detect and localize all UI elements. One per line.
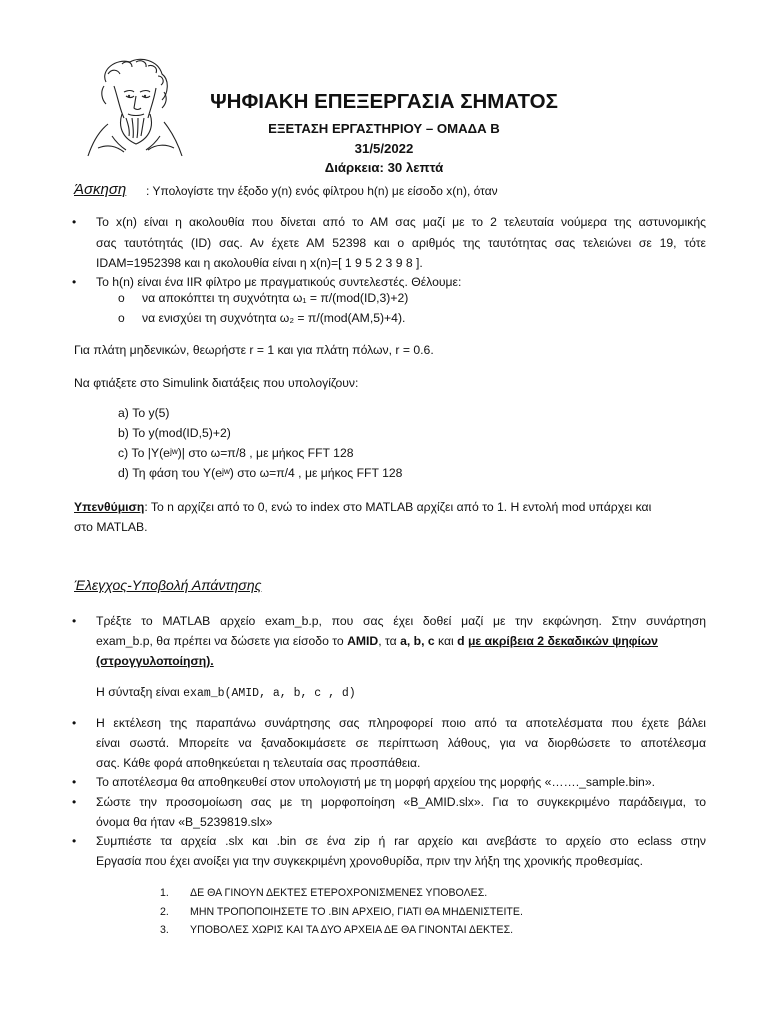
- bullet-icon: •: [72, 215, 77, 229]
- sub-bullet1-text: να αποκόπτει τη συχνότητα ω₁ = π/(mod(ID,3)+2): [142, 291, 409, 305]
- warning-text: ΥΠΟΒΟΛΕΣ ΧΩΡΙΣ ΚΑΙ ΤΑ ΔΥΟ ΑΡΧΕΙΑ ΔΕ ΘΑ ΓΙΝΟΝΤΑΙ ΔΕΚΤΕΣ.: [190, 924, 514, 936]
- bullet-icon: •: [72, 775, 77, 789]
- warning-item: [160, 921, 523, 940]
- simulink-intro: Να φτιάξετε στο Simulink διατάξεις που υπολογίζουν:: [74, 376, 359, 390]
- amid-param: AMID: [347, 634, 379, 648]
- bullet1-line1: Το x(n) είναι η ακολουθία που δίνεται από το ΑΜ σας μαζί με το 2 τελευταία νούμερα της αστυνομικής: [96, 215, 706, 229]
- bullet-icon: •: [72, 614, 77, 628]
- submission-heading: Έλεγχος-Υποβολή Απάντησης: [74, 577, 262, 593]
- abc-params: a, b, c: [400, 634, 435, 648]
- bullet1-line3: IDAM=1952398 και η ακολουθία είναι η x(n)=[ 1 9 5 2 3 9 8 ].: [96, 256, 423, 270]
- bullet-icon: •: [72, 795, 77, 809]
- warning-list: [160, 884, 523, 940]
- warning-item: [160, 903, 523, 922]
- warning-item: [160, 884, 523, 903]
- radius-note: Για πλάτη μηδενικών, θεωρήστε r = 1 και για πλάτη πόλων, r = 0.6.: [74, 343, 434, 357]
- sub-b4-line1: Σώστε την προσομοίωση σας με τη μορφοποίηση «B_AMID.slx». Για το συγκεκριμένο παράδειγμα, το: [96, 795, 706, 809]
- syntax-code: exam_b(AMID, a, b, c , d): [183, 687, 356, 700]
- sub-b4-line2: όνομα θα ήταν «B_5239819.slx»: [96, 815, 273, 829]
- syntax-line: [96, 682, 356, 704]
- warning-num: 2.: [160, 905, 169, 918]
- bullet-icon: •: [72, 716, 77, 730]
- reminder-line1: [74, 497, 706, 517]
- warning-text: ΔΕ ΘΑ ΓΙΝΟΥΝ ΔΕΚΤΕΣ ΕΤΕΡΟΧΡΟΝΙΣΜΕΝΕΣ ΥΠΟΒΟΛΕΣ.: [190, 887, 488, 899]
- bullet1-line2: σας ταυτότητάς (ID) σας. Αν έχετε ΑΜ 52398 και ο αριθμός της ταυτότητας σας τελειώνει σε 19, τότε: [96, 236, 706, 250]
- precision-note: με ακρίβεια 2 δεκαδικών ψηφίων: [467, 634, 658, 648]
- sub-b2-line1: Η εκτέλεση της παραπάνω συνάρτησης σας πληροφορεί ποιο από τα αποτελέσματα που έχετε βάλει: [96, 716, 706, 730]
- sub-bullet-icon: o: [118, 291, 125, 305]
- sub-b1-line1: Τρέξτε το MATLAB αρχείο exam_b.p, που σας έχει δοθεί μαζί με την εκφώνηση. Στην συνάρτηση: [96, 614, 706, 628]
- exercise-heading: Άσκηση: [74, 181, 127, 198]
- task-a: a) Το y(5): [118, 406, 170, 420]
- reminder-text: : Το n αρχίζει από το 0, ενώ το index στο MATLAB αρχίζει από το 1. Η εντολή mod υπάρχει και: [144, 500, 652, 514]
- sub-b1-text-a: exam_b.p, θα πρέπει να δώσετε για είσοδο το: [96, 634, 348, 648]
- document-title: ΨΗΦΙΑΚΗ ΕΠΕΞΕΡΓΑΣΙΑ ΣΗΜΑΤΟΣ: [210, 90, 558, 113]
- bullet2-text: Το h(n) είναι ένα IIR φίλτρο με πραγματικούς συντελεστές. Θέλουμε:: [96, 275, 462, 289]
- task-c: c) Το |Y(eʲʷ)| στο ω=π/8 , με μήκος FFT 128: [118, 446, 354, 460]
- sub-bullet2-text: να ενισχύει τη συχνότητα ω₂ = π/(mod(AM,5)+4).: [142, 311, 406, 325]
- syntax-label: Η σύνταξη είναι: [96, 685, 184, 699]
- sub-b2-line2: είναι σωστά. Μπορείτε να ξαναδοκιμάσετε σε περίπτωση λάθους, για να διορθώσετε το αποτέλεσμα: [96, 736, 706, 750]
- sub-b1-line3: (στρογγυλοποίηση).: [96, 654, 214, 668]
- sub-bullet-icon: o: [118, 311, 125, 325]
- sub-b1-text-b: , τα: [378, 634, 401, 648]
- bullet-icon: •: [72, 275, 77, 289]
- bullet-icon: •: [72, 834, 77, 848]
- warning-num: 3.: [160, 924, 169, 936]
- reminder-label: Υπενθύμιση: [74, 500, 145, 514]
- warning-text: ΜΗΝ ΤΡΟΠΟΠΟΙΗΣΕΤΕ ΤΟ .BIN ΑΡΧΕΙΟ, ΓΙΑΤΙ ΘΑ ΜΗΔΕΝΙΣΤΕΙΤΕ.: [190, 905, 523, 918]
- warning-num: 1.: [160, 887, 169, 899]
- exam-subtitle: ΕΞΕΤΑΣΗ ΕΡΓΑΣΤΗΡΙΟΥ – ΟΜΑΔΑ Β: [268, 121, 500, 136]
- task-d: d) Τη φάση του Y(eʲʷ) στο ω=π/4 , με μήκος FFT 128: [118, 466, 403, 480]
- exercise-intro: : Υπολογίστε την έξοδο y(n) ενός φίλτρου h(n) με είσοδο x(n), όταν: [146, 184, 498, 198]
- sub-b1-text-c: και: [434, 634, 458, 648]
- exam-duration: Διάρκεια: 30 λεπτά: [324, 160, 444, 175]
- exam-date: 31/5/2022: [354, 141, 414, 156]
- sub-b3-line: Το αποτέλεσμα θα αποθηκευθεί στον υπολογιστή με τη μορφή αρχείου της μορφής «……._sample.bin».: [96, 775, 655, 789]
- sub-b5-line2: Εργασία που έχει ανοίξει για την συγκεκριμένη χρονοθυρίδα, πριν την λήξη της χρονικής προθεσμίας.: [96, 854, 643, 868]
- task-b: b) Το y(mod(ID,5)+2): [118, 426, 231, 440]
- task-list: [118, 403, 402, 483]
- sub-b5-line1: Συμπιέστε τα αρχεία .slx και .bin σε ένα zip ή rar αρχείο και ανεβάστε το αρχείο στο eclass στην: [96, 834, 706, 848]
- reminder-line2: στο MATLAB.: [74, 520, 148, 534]
- sub-b2-line3: σας. Κάθε φορά αποθηκεύεται η τελευταία σας προσπάθεια.: [96, 756, 421, 770]
- d-param: d: [457, 634, 465, 648]
- sub-b1-line2: [96, 631, 706, 651]
